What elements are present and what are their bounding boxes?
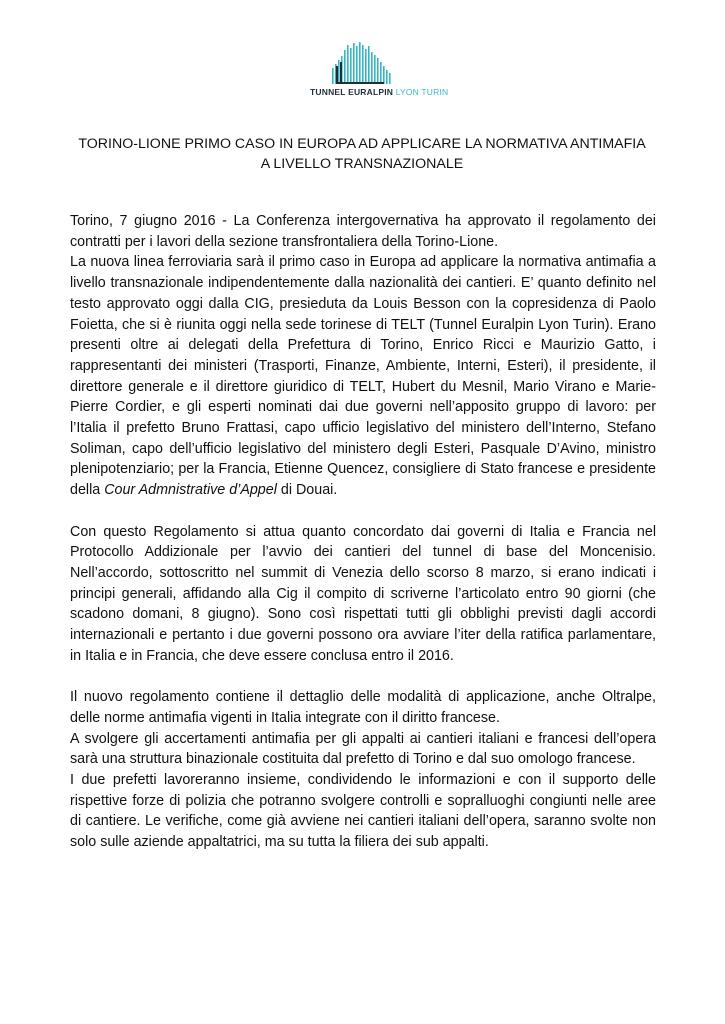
- press-release-title: [62, 134, 662, 174]
- paragraph-spacer: [70, 666, 656, 687]
- logo-brand-primary: TUNNEL EURALPIN: [310, 87, 394, 97]
- paragraph-approval-text: La nuova linea ferroviaria sarà il primo caso in Europa ad applicare la normativa antimafia a livello transnazionale indipendentemente dalla nazionalità dei cantieri. E’ quanto definito nel testo approvato oggi dalla CIG, presieduta da Louis Besson con la copresidenza di Paolo Foietta, che si è riunita oggi nella sede torinese di TELT (Tunnel Euralpin Lyon Turin). Erano presenti oltre ai delegati della Prefettura di Torino, Enrico Ricci e Maurizio Gatto, i rappresentanti dei ministeri (Trasporti, Finanze, Ambiente, Interni, Esteri), il presidente, il direttore generale e il direttore giuridico di TELT, Hubert du Mesnil, Mario Virano e Marie-Pierre Cordier, e gli esperti nominati dai due governi nell’apposito gruppo di lavoro: per l’Italia il prefetto Bruno Frattasi, capo ufficio legislativo del ministero dell’Interno, Stefano Soliman, capo dell’ufficio legislativo del ministero degli Esteri, Pasquale D’Avino, ministro plenipotenziario; per la Francia, Etienne Quencez, consigliere di Stato francese e presidente della: [70, 254, 656, 499]
- paragraph-approval-end: di Douai.: [276, 482, 338, 499]
- title-line-1: TORINO-LIONE PRIMO CASO IN EUROPA AD APPLICARE LA NORMATIVA ANTIMAFIA: [78, 136, 646, 152]
- paragraph-approval-details: [70, 252, 656, 500]
- logo-wordmark: [310, 87, 449, 97]
- logo-brand-secondary: LYON TURIN: [395, 87, 449, 97]
- press-release-body: [70, 211, 656, 853]
- paragraph-dateline: Torino, 7 giugno 2016 - La Conferenza intergovernativa ha approvato il regolamento dei contratti per i lavori della sezione transfrontaliera della Torino-Lione.: [70, 213, 656, 250]
- tunnel-bars-graphic: [310, 40, 420, 86]
- telt-logo: [310, 40, 449, 102]
- paragraph-regulation-content: Il nuovo regolamento contiene il dettaglio delle modalità di applicazione, anche Oltralpe, delle norme antimafia vigenti in Italia integrate con il diritto francese.: [70, 689, 656, 726]
- paragraph-regulation-protocol: Con questo Regolamento si attua quanto concordato dai governi di Italia e Francia nel Protocollo Addizionale per l’avvio dei cantieri del tunnel di base del Moncenisio. Nell’accordo, sottoscritto nel summit di Venezia dello scorso 8 marzo, si erano indicati i principi generali, affidando alla Cig il compito di scriverne l’articolato entro 90 giorni (che scadono domani, 8 giugno). Sono così rispettati tutti gli obblighi previsti dagli accordi internazionali e pertanto i due governi possono ora avviare l’iter della ratifica parlamentare, in Italia e in Francia, che deve essere conclusa entro il 2016.: [70, 523, 656, 664]
- title-line-2: A LIVELLO TRANSNAZIONALE: [260, 156, 464, 172]
- court-name-italic: Cour Admnistrative d’Appel: [104, 482, 277, 499]
- paragraph-prefects-cooperation: I due prefetti lavoreranno insieme, condividendo le informazioni e con il supporto delle rispettive forze di polizia che potranno svolgere controlli e sopralluoghi congiunti nelle aree di cantiere. Le verifiche, come già avviene nei cantieri italiani dell’opera, saranno svolte non solo sulle aziende appaltatrici, ma su tutta la filiera dei sub appalti.: [70, 771, 656, 851]
- paragraph-spacer: [70, 501, 656, 522]
- paragraph-binational-structure: A svolgere gli accertamenti antimafia per gli appalti ai cantieri italiani e francesi dell’opera sarà una struttura binazionale costituita dal prefetto di Torino e dal suo omologo francese.: [70, 730, 656, 768]
